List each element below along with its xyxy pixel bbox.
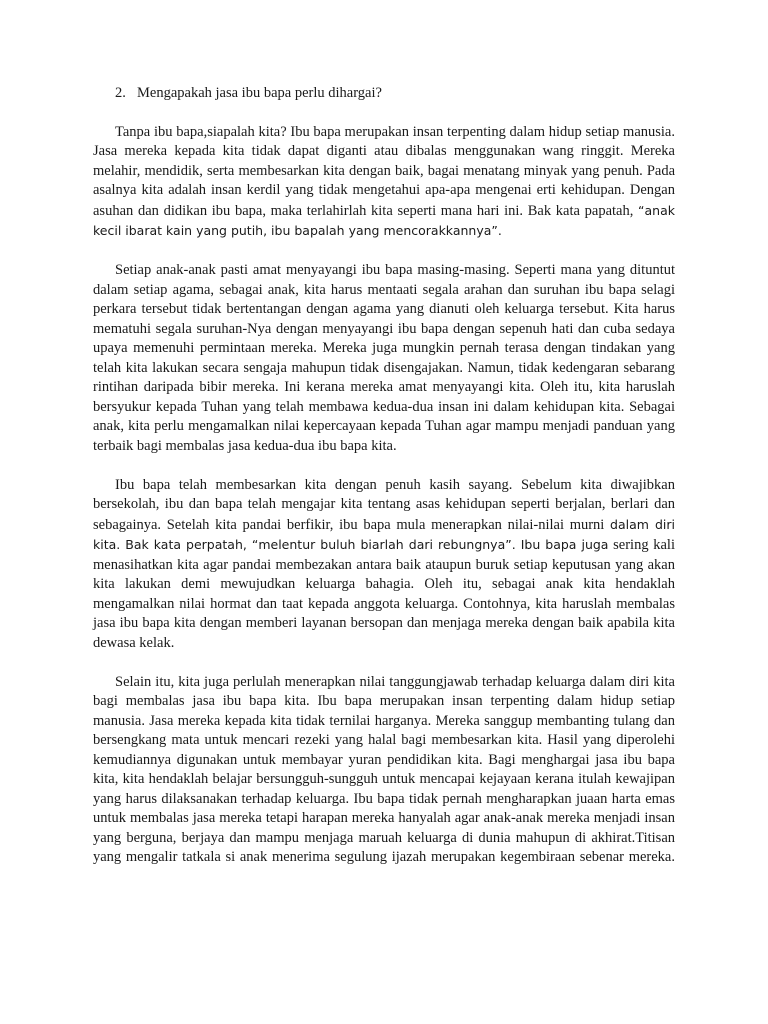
document-page: [93, 84, 675, 887]
question-text: Mengapakah jasa ibu bapa perlu dihargai?: [137, 85, 382, 101]
paragraph-3: [93, 476, 675, 654]
paragraph-4: [93, 673, 675, 868]
question-heading: [93, 84, 675, 104]
paragraph-3-text-after: sering kali menasihatkan kita agar pandai membezakan antara baik ataupun buruk setiap keputusan yang akan kita lakukan demi mewujudkan keluarga bahagia. Oleh itu, sebagai anak kita hendaklah mengamalkan nilai hormat dan taat kepada anggota keluarga. Contohnya, kita haruslah membalas jasa ibu bapa kita dengan memberi layanan bersopan dan menjaga mereka dengan baik apabila kita dewasa kelak.: [93, 537, 675, 651]
paragraph-4-text: Selain itu, kita juga perlulah menerapkan nilai tanggungjawab terhadap keluarga dalam diri kita bagi membalas jasa ibu bapa kita. Ibu bapa merupakan insan terpenting dalam hidup setiap manusia. Jasa mereka kepada kita tidak ternilai harganya. Mereka sanggup membanting tulang dan bersengkang mata untuk mencari rezeki yang halal bagi membesarkan kita. Hasil yang diperolehi kemudiannya digunakan untuk membayar yuran pendidikan kita. Bagi menghargai jasa ibu bapa kita, kita hendaklah belajar bersungguh-sungguh untuk mencapai kejayaan kerana itulah kewajipan yang harus dilaksanakan terhadap keluarga. Ibu bapa tidak pernah mengharapkan juaan harta emas untuk membalas jasa mereka tetapi harapan mereka hanyalah agar anak-anak mereka menjadi insan yang berguna, berjaya dan mampu menjaga maruah keluarga di dunia mahupun di akhirat.Titisan yang mengalir tatkala si anak menerima segulung ijazah merupakan kegembiraan sebenar mereka.: [93, 673, 675, 865]
paragraph-2: [93, 261, 675, 456]
paragraph-2-text: Setiap anak-anak pasti amat menyayangi ibu bapa masing-masing. Seperti mana yang dituntut dalam setiap agama, sebagai anak, kita harus mentaati segala arahan dan suruhan ibu bapa selagi perkara tersebut tidak bertentangan dengan agama yang dianuti oleh keluarga tersebut. Kita harus mematuhi segala suruhan-Nya dengan menyayangi ibu bapa dengan sepenuh hati dan cuba sedaya upaya memenuhi permintaan mereka. Mereka juga mungkin pernah terasa dengan tindakan yang telah kita lakukan secara sengaja mahupun tidak disengajakan. Namun, tidak kedengaran sebarang rintihan daripada bibir mereka. Ini kerana mereka amat menyayangi kita. Oleh itu, kita haruslah bersyukur kepada Tuhan yang telah membawa kedua-dua insan ini dalam kehidupan kita. Sebagai anak, kita perlu mengamalkan nilai kepercayaan kepada Tuhan agar mampu menjadi panduan yang terbaik bagi membalas jasa kedua-dua ibu bapa kita.: [93, 262, 675, 454]
question-number: 2.: [115, 85, 126, 101]
paragraph-1-text: Tanpa ibu bapa,siapalah kita? Ibu bapa merupakan insan terpenting dalam hidup setiap manusia. Jasa mereka kepada kita tidak dapat diganti atau dibalas menggunakan wang ringgit. Mereka melahir, mendidik, serta membesarkan kita dengan baik, bagai menatang minyak yang penuh. Pada asalnya kita adalah insan kerdil yang tidak mengetahui apa-apa mengenai erti kehidupan. Dengan asuhan dan didikan ibu bapa, maka terlahirlah kita seperti mana hari ini. Bak kata papatah,: [93, 123, 675, 219]
paragraph-3-text-before: Ibu bapa telah membesarkan kita dengan penuh kasih sayang. Sebelum kita diwajibkan bersekolah, ibu dan bapa telah mengajar kita tentang asas kehidupan seperti berjalan, berlari dan sebagainya. Setelah kita pandai berfikir, ibu bapa mula menerapkan nilai-nilai murni: [93, 476, 675, 533]
paragraph-1-quote: “anak kecil ibarat kain yang putih, ibu bapalah yang mencorakkannya”.: [93, 202, 675, 238]
paragraph-1: [93, 123, 675, 242]
paragraph-3-quote: dalam diri kita. Bak kata perpatah, “melentur buluh biarlah dari rebungnya”. Ibu bapa juga: [93, 516, 675, 552]
